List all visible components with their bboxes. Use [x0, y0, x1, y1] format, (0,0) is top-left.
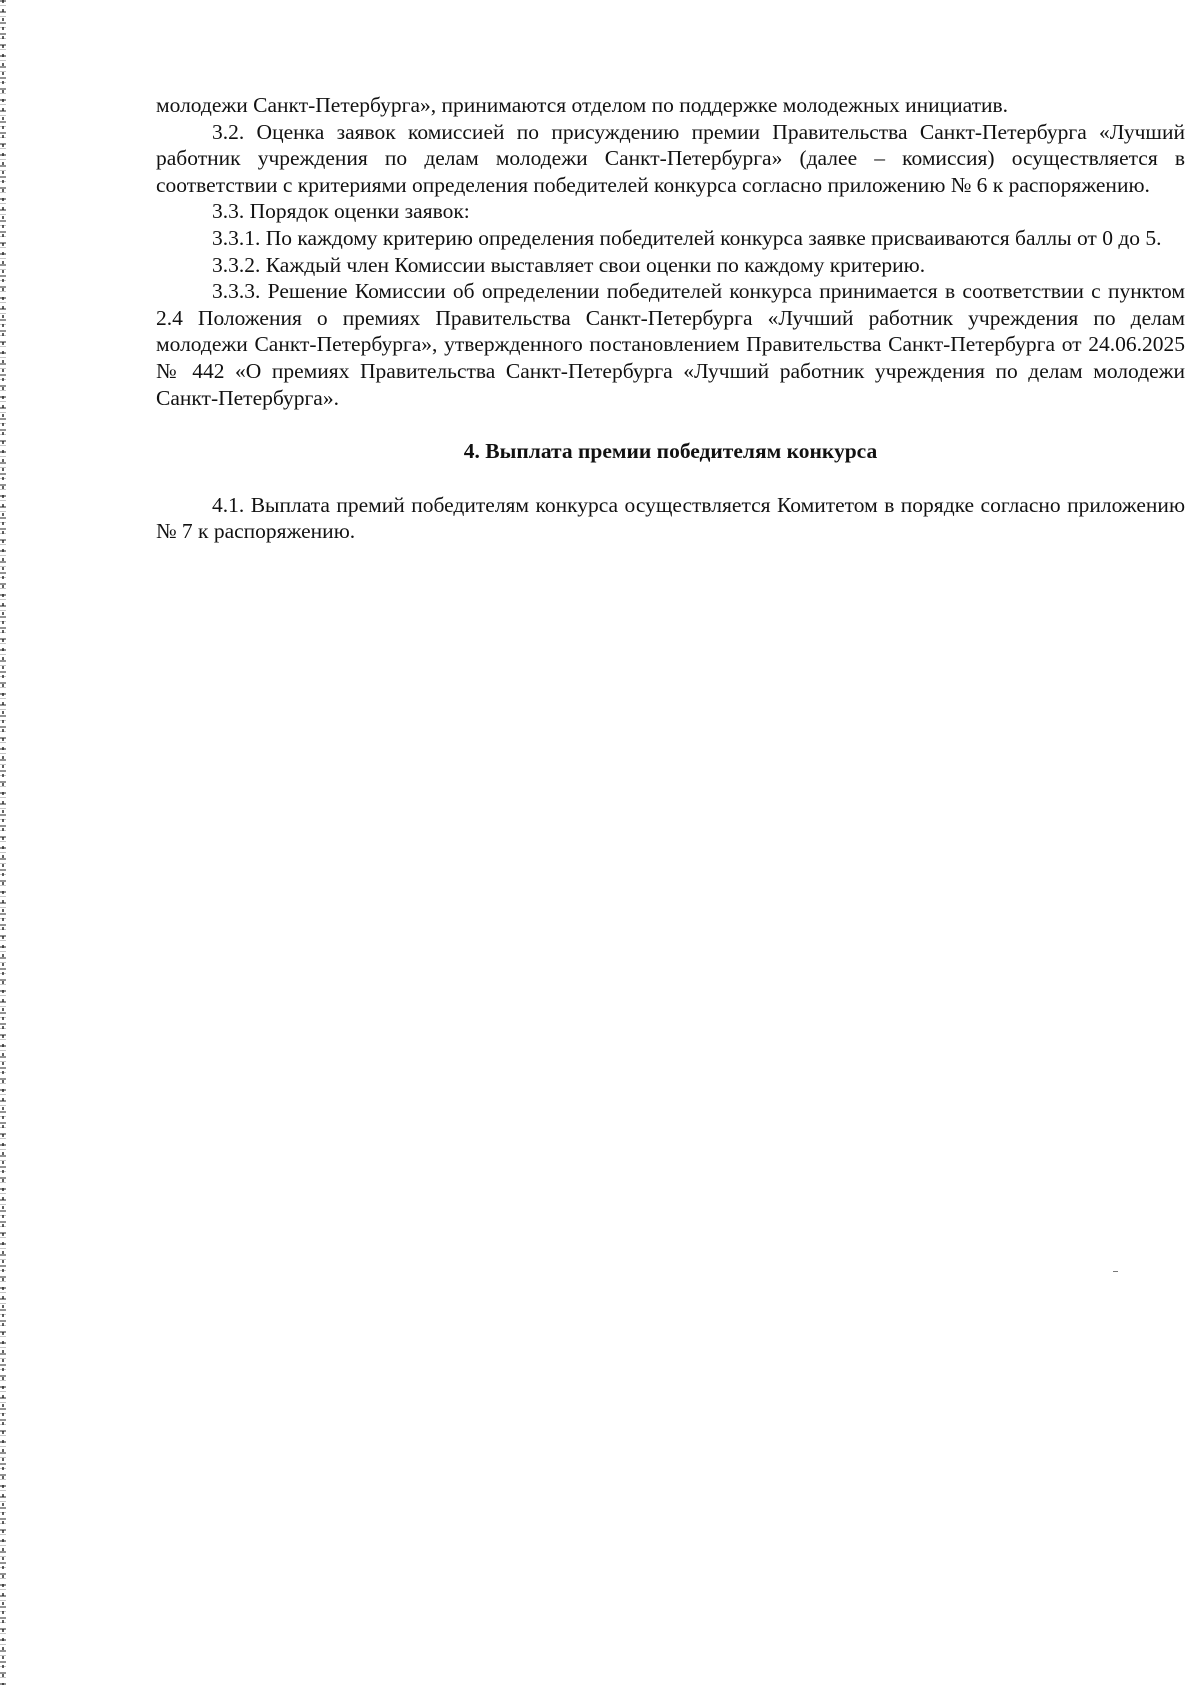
- scan-speck-artifact: [1113, 1271, 1118, 1272]
- section-heading: 4. Выплата премии победителям конкурса: [463, 439, 878, 464]
- paragraph-4-1: 4.1. Выплата премий победителям конкурса осуществляется Комитетом в порядке согласно приложению № 7 к распоряжению.: [156, 492, 1185, 544]
- paragraph-3-2: 3.2. Оценка заявок комиссией по присуждению премии Правительства Санкт-Петербурга «Лучший работник учреждения по делам молодежи Санкт-Петербурга» (далее – комиссия) осуществляется в соответствии с критериями определения победителей конкурса согласно приложению № 6 к распоряжению.: [156, 119, 1185, 197]
- document-page: [156, 92, 1185, 545]
- paragraph-3-3: 3.3. Порядок оценки заявок:: [212, 199, 470, 224]
- paragraph-continuation: молодежи Санкт-Петербурга», принимаются отделом по поддержке молодежных инициатив.: [156, 93, 1009, 117]
- paragraph-3-3-2: 3.3.2. Каждый член Комиссии выставляет свои оценки по каждому критерию.: [212, 252, 926, 277]
- scan-edge-artifact-inner: [2, 0, 4, 1685]
- paragraph-3-3-1: 3.3.1. По каждому критерию определения победителей конкурса заявке присваиваются баллы от 0 до 5.: [212, 225, 1162, 250]
- paragraph-3-3-3: 3.3.3. Решение Комиссии об определении победителей конкурса принимается в соответствии с пунктом 2.4 Положения о премиях Правительства Санкт-Петербурга «Лучший работник учреждения по делам молодежи Санкт-Петербурга», утвержденного постановлением Правительства Санкт-Петербурга от 24.06.2025 № 442 «О премиях Правительства Санкт-Петербурга «Лучший работник учреждения по делам молодежи Санкт-Петербурга».: [156, 279, 1185, 410]
